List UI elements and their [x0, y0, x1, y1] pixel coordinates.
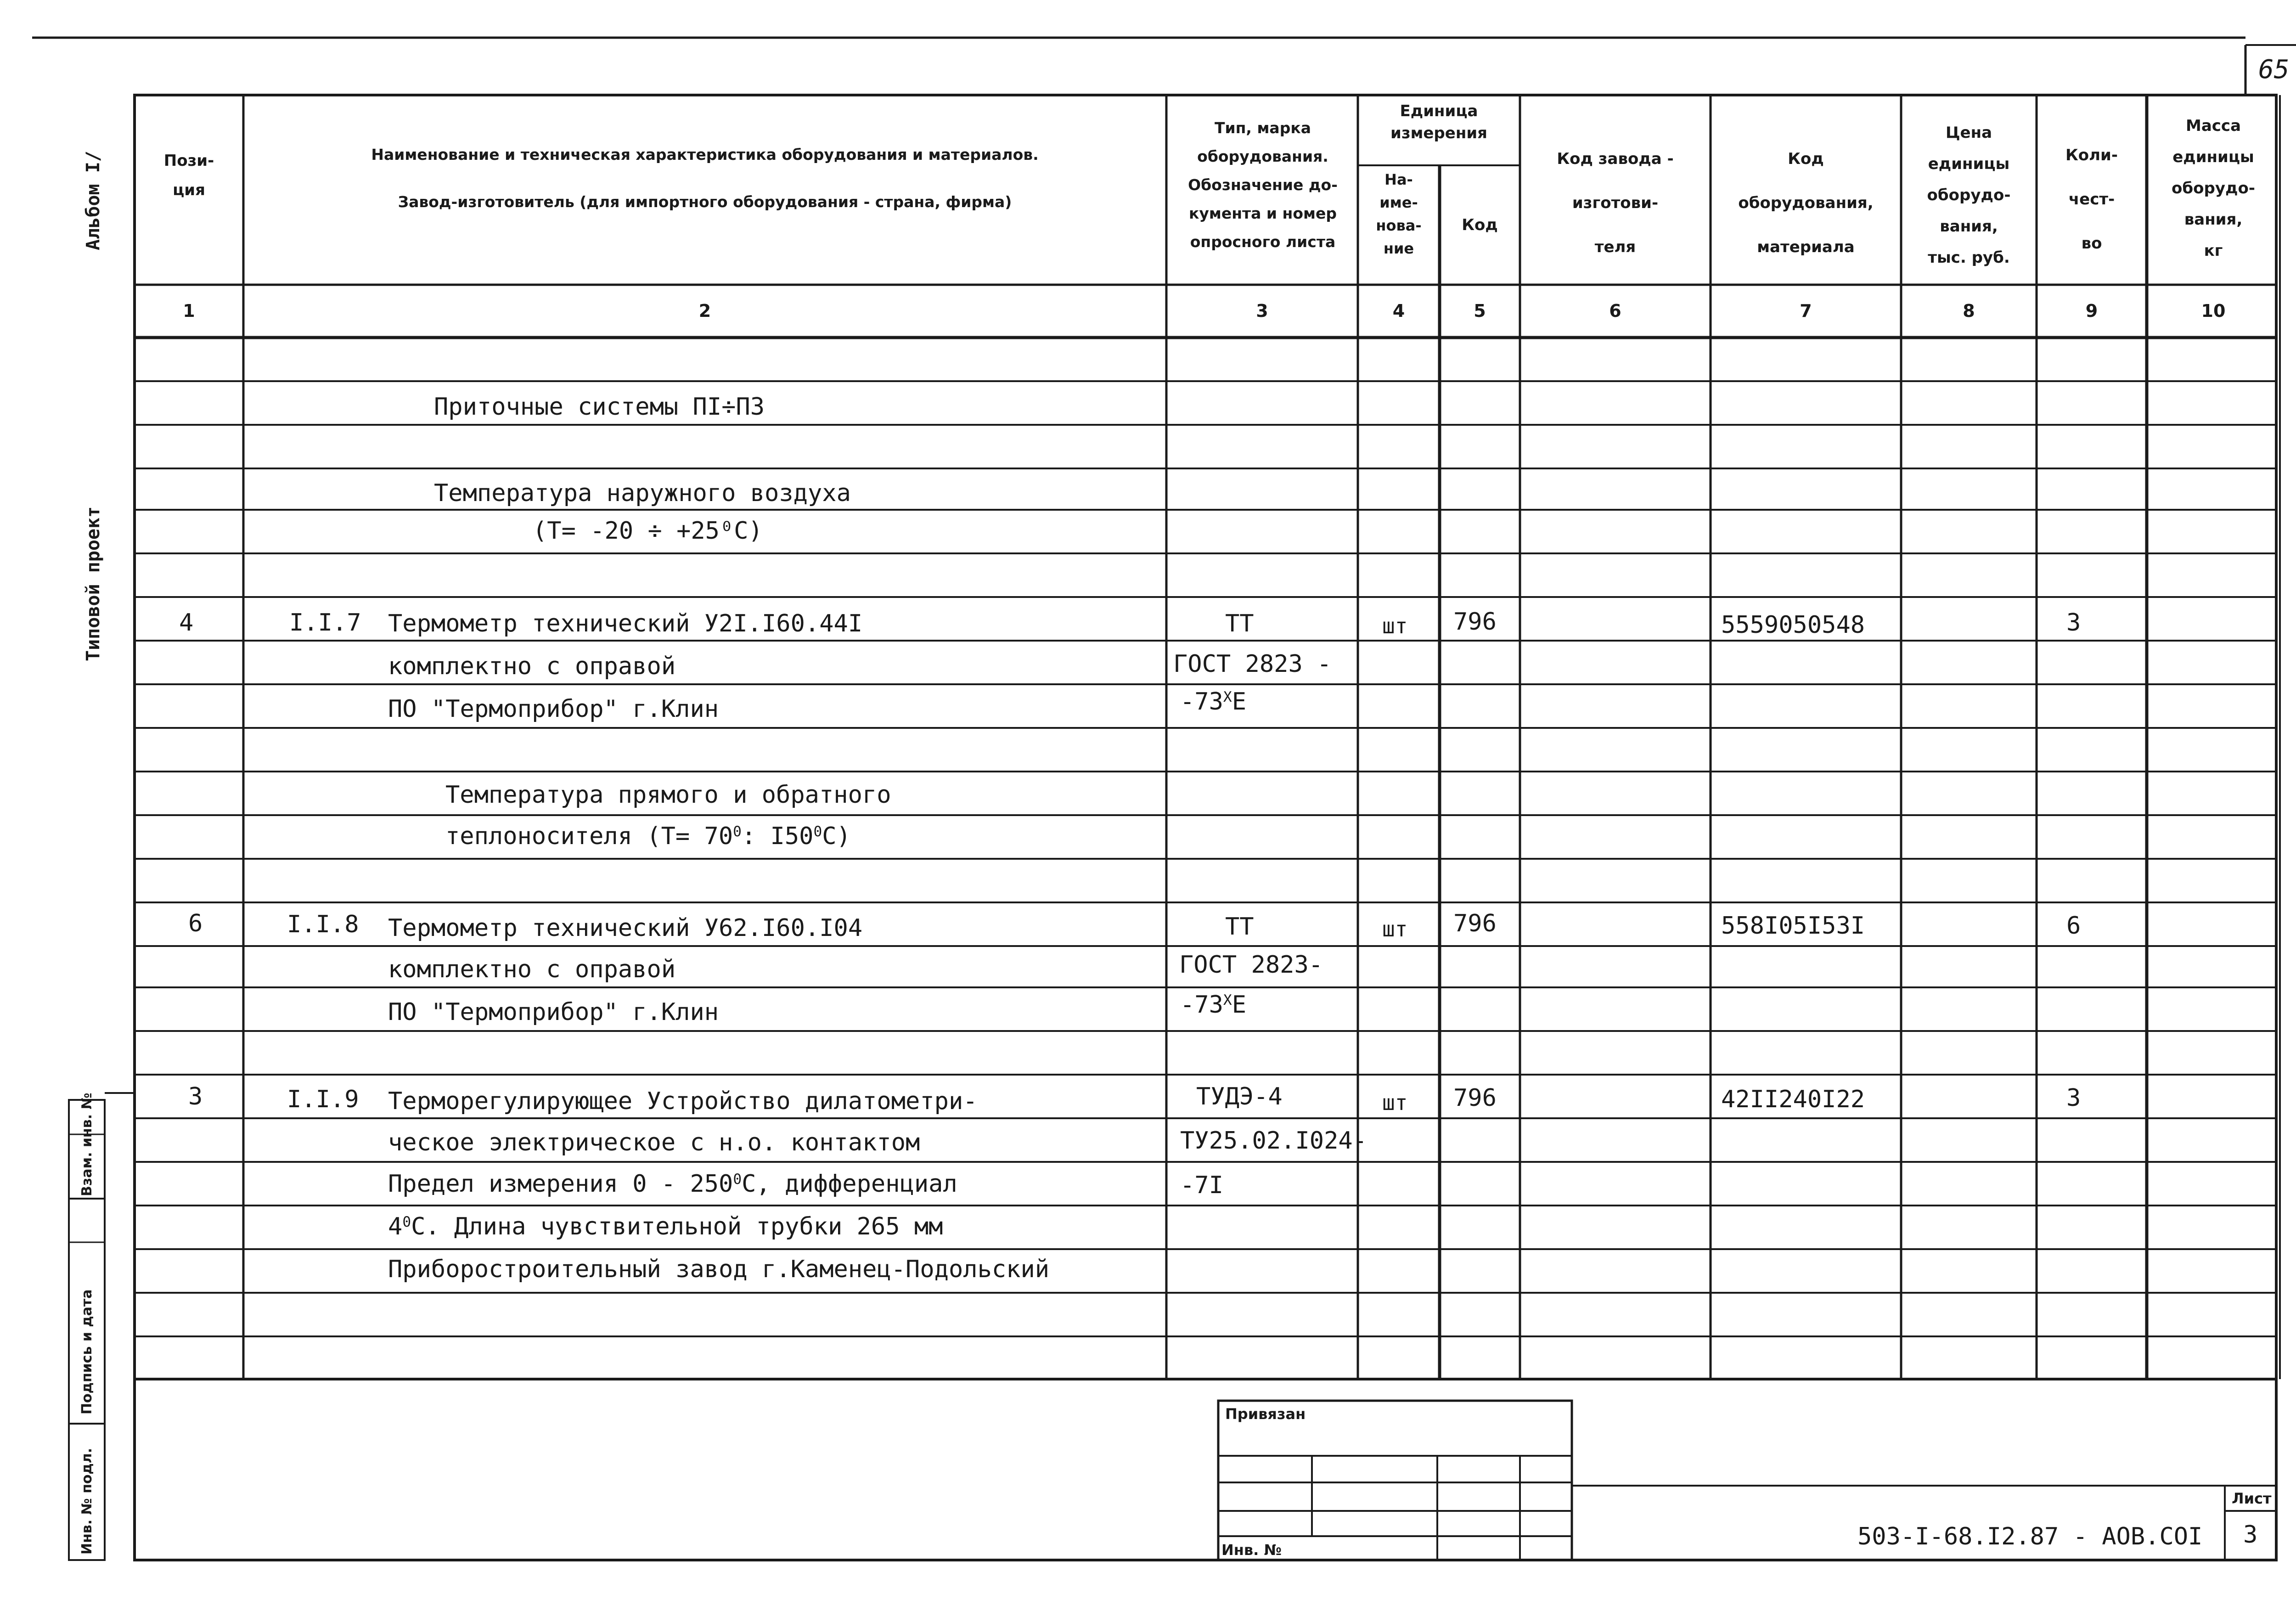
document-code: 503-I-68.I2.87 - АОВ.СОI: [1857, 1523, 2203, 1550]
column-number: 6: [1609, 301, 1621, 321]
attached-label: Привязан: [1225, 1405, 1306, 1423]
column-number: 9: [2085, 301, 2098, 321]
album-label: Альбом І/: [83, 151, 104, 250]
item-manufacturer: ПО "Термоприбор" г.Клин: [388, 998, 719, 1026]
section-heading: Приточные системы ПI÷П3: [434, 393, 765, 421]
item-standard: ГОСТ 2823-: [1179, 951, 1323, 979]
item-name: Термометр технический У62.I60.I04: [388, 914, 863, 942]
item-type: ТУДЭ-4: [1196, 1083, 1283, 1110]
temperature-range: теплоносителя ($Т= 70^0$: $I50^0С$): [445, 823, 851, 850]
item-manufacturer: Приборостроительный завод г.Каменец-Подольский: [388, 1256, 1050, 1283]
item-code: I.I.9: [287, 1086, 359, 1113]
header-name-line1: Наименование и техническая характеристика оборудования и материалов.: [371, 146, 1039, 163]
temperature-range: (Т= -20 ÷ +25⁰С): [533, 517, 763, 545]
item-name: Предел измерения $0 - 250^0С$, дифференциал: [388, 1170, 957, 1198]
header-factory-code: Код завода - изготови- теля: [1557, 150, 1674, 256]
item-unit-code: 796: [1453, 608, 1497, 636]
header-unit-code: Код: [1462, 216, 1498, 234]
item-code: I.I.8: [287, 911, 359, 938]
column-number: 10: [2201, 301, 2226, 321]
inv-original-label: Инв. № подл.: [79, 1448, 95, 1555]
item-name: Терморегулирующее Устройство дилатометри-: [388, 1087, 978, 1115]
sheet-label: Лист: [2232, 1490, 2272, 1507]
item-position: 4: [179, 609, 194, 637]
item-standard: ГОСТ 2823 -: [1173, 650, 1332, 678]
header-equipment-code: Код оборудования, материала: [1738, 150, 1874, 256]
item-quantity: 3: [2066, 609, 2081, 637]
item-name: комплектно с оправой: [388, 956, 676, 983]
temperature-heading: Температура наружного воздуха: [434, 479, 851, 507]
item-unit: шт: [1382, 917, 1408, 941]
item-standard: $-73^ХЕ$: [1180, 991, 1247, 1019]
item-manufacturer: ПО "Термоприбор" г.Клин: [388, 695, 719, 723]
item-position: 3: [188, 1083, 203, 1110]
header-quantity: Коли- чест- во: [2065, 146, 2118, 253]
item-unit: шт: [1382, 1090, 1408, 1115]
item-name: Термометр технический У2I.I60.44I: [388, 610, 863, 637]
item-standard: $-73^ХЕ$: [1180, 688, 1247, 715]
header-name-line2: Завод-изготовитель (для импортного оборудования - страна, фирма): [398, 193, 1012, 211]
header-unit-group: На- име- нова- ние: [1376, 171, 1422, 257]
item-quantity: 3: [2066, 1084, 2081, 1112]
item-material-code: 5559050548: [1721, 611, 1865, 639]
temperature-heading: Температура прямого и обратного: [445, 781, 891, 809]
item-type: ТТ: [1225, 913, 1254, 941]
header-unit-group-title: Единица измерения: [1390, 102, 1487, 142]
item-type: ТТ: [1225, 610, 1254, 637]
header-price: Цена единицы оборудо- вания, тыс. руб.: [1927, 124, 2011, 267]
header-type: Тип, марка оборудования. Обозначение до- кумента и номер опросного листа: [1188, 119, 1338, 251]
column-number: 3: [1256, 301, 1268, 321]
item-unit-code: 796: [1453, 910, 1497, 937]
column-number: 2: [698, 301, 711, 321]
column-number: 7: [1800, 301, 1812, 321]
item-name: $4^0С$. Длина чувствительной трубки 265 мм: [388, 1213, 943, 1240]
item-standard: -7I: [1180, 1172, 1223, 1199]
header-mass: Масса единицы оборудо- вания, кг: [2172, 117, 2255, 260]
item-name: комплектно с оправой: [388, 653, 676, 680]
project-label: Типовой проект: [83, 506, 104, 661]
item-standard: ТУ25.02.I024-: [1180, 1127, 1367, 1155]
item-unit: шт: [1382, 614, 1408, 638]
item-position: 6: [188, 910, 203, 937]
page-number: 65: [2258, 55, 2290, 85]
item-code: I.I.7: [289, 609, 361, 637]
item-unit-code: 796: [1453, 1084, 1497, 1112]
item-name: ческое электрическое с н.о. контактом: [388, 1129, 920, 1156]
item-quantity: 6: [2066, 912, 2081, 940]
inv-number-label: Инв. №: [1221, 1541, 1282, 1559]
column-number: 5: [1474, 301, 1486, 321]
column-number: 4: [1392, 301, 1405, 321]
signature-date-label: Подпись и дата: [79, 1289, 95, 1414]
column-number: 8: [1963, 301, 1975, 321]
item-material-code: 558I05I53I: [1721, 912, 1865, 940]
item-material-code: 42II240I22: [1721, 1086, 1865, 1113]
sheet-number: 3: [2243, 1521, 2258, 1549]
column-number: 1: [183, 301, 195, 321]
replace-inv-label: Взам. инв. №: [79, 1093, 95, 1196]
header-position: Пози- ция: [163, 152, 214, 199]
